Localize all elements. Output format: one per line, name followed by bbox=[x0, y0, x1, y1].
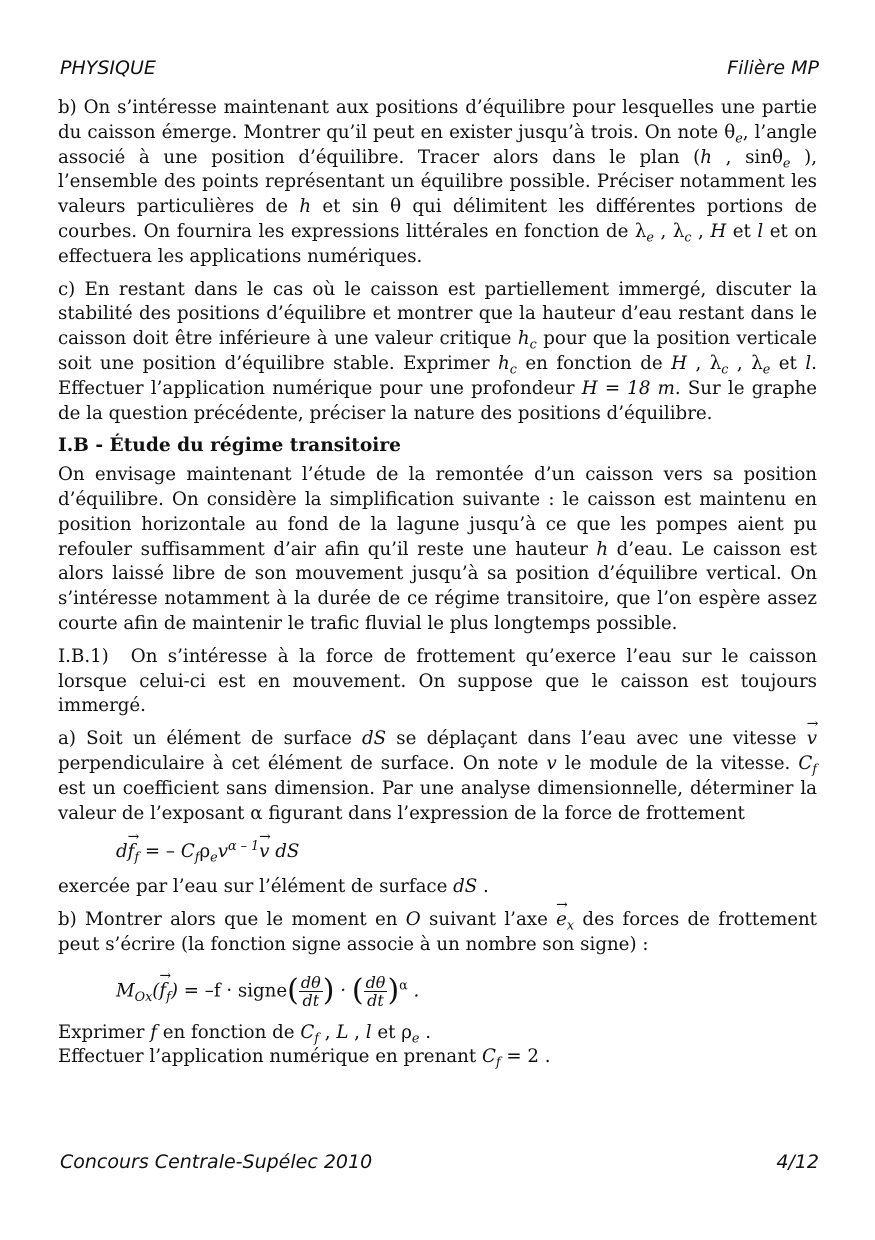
friction-force-equation: $d\to f_f$ = – $C_f\rho_ev^{\alpha - 1}\to v$ dS bbox=[116, 840, 817, 865]
question-b-equilibrium: b) On s’intéresse maintenant aux positions d’équilibre pour lesquelles une partie du caisson émerge. Montrer qu’il peut en exister jusqu’à trois. On note $\theta_e$, l’angle associé à une position d’équilibre. Tracer alors dans le plan (h , sinθ$_e$ ), l’ensemble des points représentant un équilibre possible. Préciser notamment les valeurs particulières de h et sin θ qui délimitent les différentes portions de courbes. On fournira les expressions littérales en fonction de $\lambda_e$ , $\lambda_c$ , H et l et on effectuera les applications numériques. bbox=[58, 97, 817, 267]
exercee-line: exercée par l’eau sur l’élément de surface dS . bbox=[58, 876, 489, 898]
page-body bbox=[58, 96, 817, 1078]
footer-contest: Concours Centrale-Supélec 2010 bbox=[60, 1151, 373, 1173]
footer-page-number: 4/12 bbox=[776, 1151, 819, 1173]
exprimer-line: Exprimer f en fonction de $C_f$ , L , l et $\rho_e$ . bbox=[58, 1021, 432, 1047]
question-a-friction: a) Soit un élément de surface dS se déplaçant dans l’eau avec une vitesse → v perpendiculaire à cet élément de surface. On note v le module de la vitesse. $C_f$ est un coefficient sans dimension. Par une analyse dimensionnelle, déterminer la valeur de l’exposant α figurant dans l’expression de la force de frottement bbox=[58, 727, 817, 826]
moment-equation: $M_{Ox}(\to f_f) = -f$ · signe( $\frac{d\theta}{dt}$ ) · ( $\frac{d\theta}{dt}$ )$^\alpha$ . bbox=[116, 974, 817, 1009]
header-track: Filière MP bbox=[727, 57, 819, 79]
question-ib1: I.B.1) On s’intéresse à la force de frottement qu’exerce l’eau sur le caisson lorsque celui-ci est en mouvement. On suppose que le caisson est toujours immergé. bbox=[58, 645, 817, 717]
question-c-stability: c) En restant dans le cas où le caisson est partiellement immergé, discuter la stabilité des positions d’équilibre et montrer que la hauteur d’eau restant dans le caisson doit être inférieure à une valeur critique $h_c$ pour que la position verticale soit une position d’équilibre stable. Exprimer $h_c$ en fonction de H , $\lambda_c$ , $\lambda_e$ et l. Effectuer l’application numérique pour une profondeur H = 18 m. Sur le graphe de la question précédente, préciser la nature des positions d’équilibre. bbox=[58, 278, 817, 424]
header-subject: PHYSIQUE bbox=[60, 57, 156, 79]
section-heading-ib: I.B - Étude du régime transitoire bbox=[58, 435, 401, 457]
question-b-moment: b) Montrer alors que le moment en O suivant l’axe → $e_x$ des forces de frottement peut s’écrire (la fonction signe associe à un nombre son signe) : bbox=[58, 908, 817, 958]
effectuer-line: Effectuer l’application numérique en prenant $C_f = 2$ . bbox=[58, 1046, 551, 1071]
section-ib-intro: On envisage maintenant l’étude de la remontée d’un caisson vers sa position d’équilibre. On considère la simplification suivante : le caisson est maintenu en position horizontale au fond de la lagune jusqu’à ce que les pompes aient pu refouler suffisamment d’air afin qu’il reste une hauteur h d’eau. Le caisson est alors laissé libre de son mouvement jusqu’à sa position d’équilibre vertical. On s’intéresse notamment à la durée de ce régime transitoire, que l’on espère assez courte afin de maintenir le trafic fluvial le plus longtemps possible. bbox=[58, 464, 817, 634]
